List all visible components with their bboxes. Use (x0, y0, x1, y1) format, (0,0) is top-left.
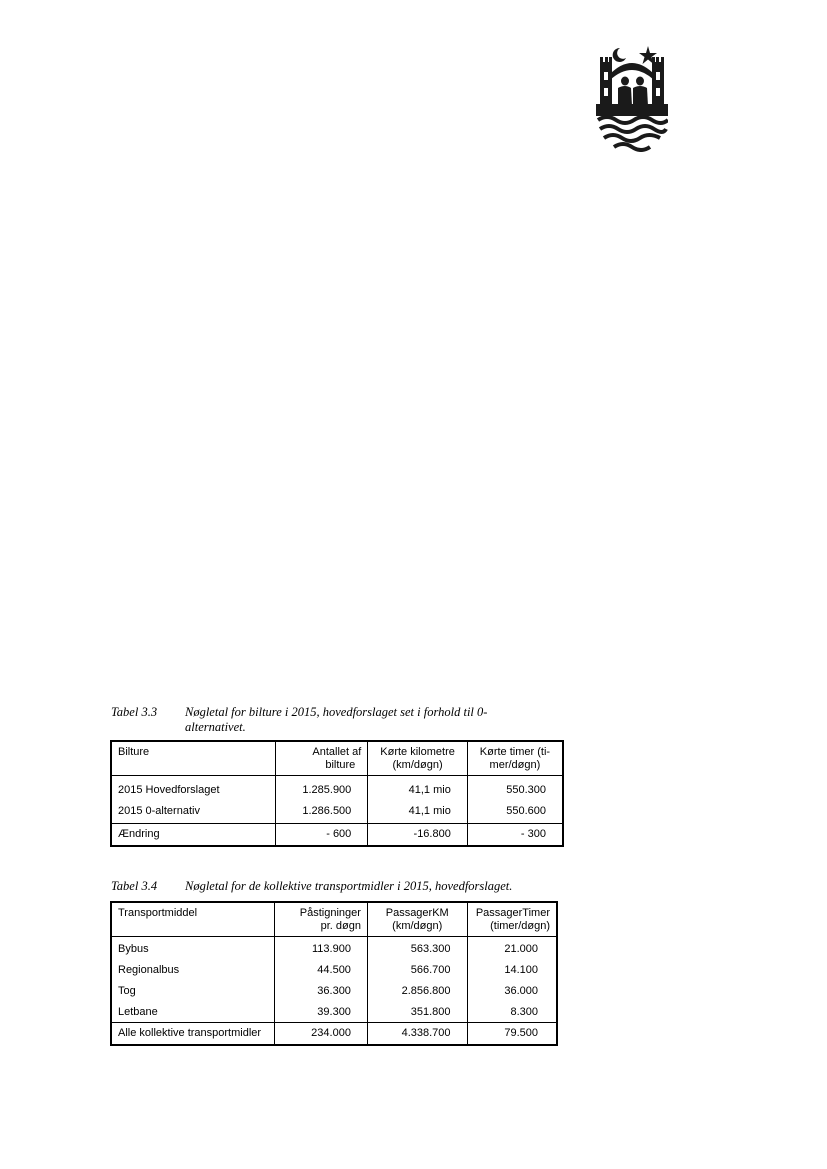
table-3-3-caption (111, 705, 611, 737)
cell: 2.856.800 (367, 977, 467, 998)
table-3-4 (110, 901, 558, 1046)
cell: Alle kollektive transportmidler (111, 1023, 275, 1046)
cell: 550.300 (467, 776, 563, 798)
cell: 79.500 (467, 1023, 557, 1046)
header-timer: Kørte timer (ti- mer/døgn) (467, 741, 563, 776)
cell: -16.800 (368, 824, 468, 847)
cell: 2015 Hovedforslaget (111, 776, 275, 798)
cell: Tog (111, 977, 275, 998)
cell: 44.500 (275, 956, 368, 977)
cell: 566.700 (367, 956, 467, 977)
cell: 8.300 (467, 998, 557, 1023)
cell: 41,1 mio (368, 776, 468, 798)
table-total-row (111, 1023, 557, 1046)
cell: Letbane (111, 998, 275, 1023)
cell: 2015 0-alternativ (111, 797, 275, 824)
cell: - 300 (467, 824, 563, 847)
cell: 550.600 (467, 797, 563, 824)
table-3-4-caption (111, 879, 611, 895)
table-3-3-number: Tabel 3.3 (111, 705, 158, 719)
cell: 14.100 (467, 956, 557, 977)
cell: Bybus (111, 937, 275, 957)
header-pastigninger: Påstigninger pr. døgn (275, 902, 368, 937)
header-kilometre: Kørte kilometre (km/døgn) (368, 741, 468, 776)
aarhus-crest-logo (596, 44, 668, 152)
table-row (111, 797, 563, 824)
cell: 39.300 (275, 998, 368, 1023)
table-3-3-title (185, 705, 605, 735)
table-row (111, 977, 557, 998)
header-antallet: Antallet af bilture (275, 741, 368, 776)
cell: 21.000 (467, 937, 557, 957)
header-passagerkm: PassagerKM (km/døgn) (367, 902, 467, 937)
table-3-4-number: Tabel 3.4 (111, 879, 158, 893)
cell: - 600 (275, 824, 368, 847)
table-row (111, 956, 557, 977)
table-3-3-title-line1: Nøgletal for bilture i 2015, hovedforslaget set i forhold til 0- (185, 705, 488, 719)
cell: 36.000 (467, 977, 557, 998)
cell: 41,1 mio (368, 797, 468, 824)
table-header-row (111, 902, 557, 937)
cell: 1.285.900 (275, 776, 368, 798)
table-3-4-title: Nøgletal for de kollektive transportmidler i 2015, hovedforslaget. (185, 879, 513, 893)
cell: 351.800 (367, 998, 467, 1023)
header-transportmiddel: Transportmiddel (111, 902, 275, 937)
table-row (111, 937, 557, 957)
cell: 1.286.500 (275, 797, 368, 824)
table-3-3 (110, 740, 564, 847)
header-passagertimer: PassagerTimer (timer/døgn) (467, 902, 557, 937)
cell: 234.000 (275, 1023, 368, 1046)
cell: 4.338.700 (367, 1023, 467, 1046)
cell: Ændring (111, 824, 275, 847)
cell: 563.300 (367, 937, 467, 957)
cell: 36.300 (275, 977, 368, 998)
table-row (111, 998, 557, 1023)
table-row (111, 776, 563, 798)
table-total-row (111, 824, 563, 847)
cell: Regionalbus (111, 956, 275, 977)
header-bilture: Bilture (111, 741, 275, 776)
table-3-3-title-line2: alternativet. (185, 720, 246, 734)
table-header-row (111, 741, 563, 776)
cell: 113.900 (275, 937, 368, 957)
